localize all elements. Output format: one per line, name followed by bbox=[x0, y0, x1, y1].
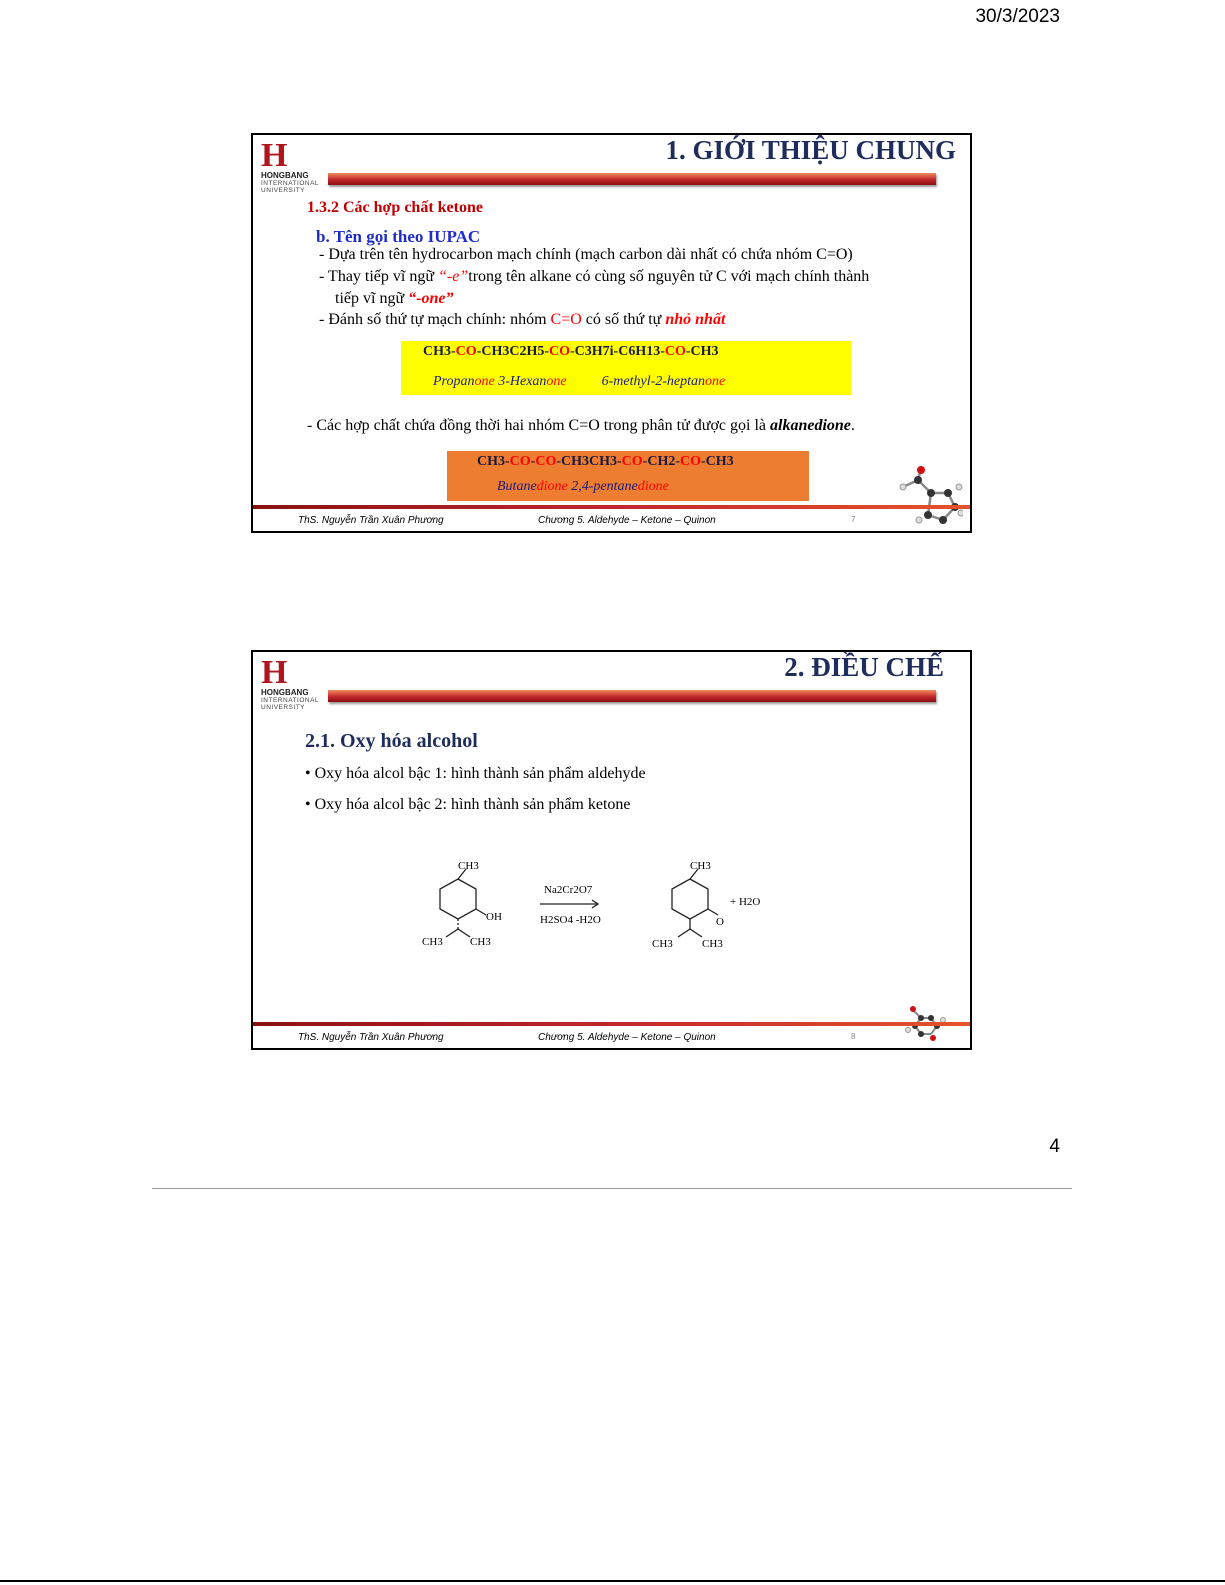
bullet-2-text-2: tiếp vĩ ngữ bbox=[335, 290, 409, 307]
footer-bar bbox=[253, 505, 970, 509]
byproduct-label: + H2O bbox=[730, 896, 761, 908]
reactant-bottom-right-label: CH3 bbox=[470, 936, 491, 948]
logo-line2: INTERNATIONAL bbox=[261, 180, 320, 187]
molecule-icon bbox=[893, 465, 963, 525]
slide-title: 2. ĐIỀU CHẾ bbox=[784, 652, 944, 682]
logo-letter: H bbox=[261, 654, 288, 691]
title-bar bbox=[328, 173, 936, 185]
formula-co: CO bbox=[680, 454, 701, 469]
page-number: 4 bbox=[1049, 1136, 1060, 1157]
name-suffix: one bbox=[474, 374, 495, 389]
formula-co: CO bbox=[509, 454, 531, 469]
smallest-label: nhỏ nhất bbox=[665, 311, 726, 328]
reactant-top-label: CH3 bbox=[458, 860, 479, 872]
logo-line1: HONGBANG bbox=[261, 171, 309, 180]
subsection-heading: b. Tên gọi theo IUPAC bbox=[316, 227, 481, 246]
page-date: 30/3/2023 bbox=[975, 6, 1060, 27]
product-bottom-right-label: CH3 bbox=[702, 938, 723, 950]
reactant-oh-label: OH bbox=[486, 911, 502, 923]
bullet-2-text-cont: trong tên alkane có cùng số nguyên tử C với mạch chính thành bbox=[468, 268, 870, 285]
orange-example-box bbox=[447, 451, 809, 501]
formula-part: CH3- bbox=[477, 454, 510, 469]
formula-co: CO bbox=[535, 454, 557, 469]
footer-author: ThS. Nguyễn Trần Xuân Phương bbox=[298, 515, 444, 526]
formula-part: CH3- bbox=[423, 344, 456, 359]
name-part: 6-methyl-2-heptan bbox=[566, 374, 706, 389]
bullet-1: • Oxy hóa alcol bậc 1: hình thành sản phẩm aldehyde bbox=[305, 765, 646, 782]
yellow-formula bbox=[423, 344, 719, 360]
slide-title: 1. GIỚI THIỆU CHUNG bbox=[665, 135, 956, 165]
yellow-names bbox=[433, 374, 725, 390]
formula-part: -CH2- bbox=[642, 454, 680, 469]
formula-part: -CH3CH3- bbox=[556, 454, 622, 469]
bullet-2-line-2 bbox=[335, 290, 453, 308]
suffix-one: “-one” bbox=[408, 290, 454, 307]
orange-formula bbox=[477, 454, 734, 470]
product-o-label: O bbox=[716, 916, 724, 928]
slide-7 bbox=[251, 133, 972, 533]
reagent-top-label: Na2Cr2O7 bbox=[544, 884, 593, 896]
bullet-4-text: - Các hợp chất chứa đồng thời hai nhóm C=O trong phân tử được gọi là bbox=[307, 417, 770, 434]
formula-co: CO bbox=[621, 454, 643, 469]
formula-part: -CH3C2H5- bbox=[476, 344, 549, 359]
name-suffix: one bbox=[705, 374, 726, 389]
title-bar bbox=[328, 690, 936, 702]
footer-chapter: Chương 5. Aldehyde – Ketone – Quinon bbox=[538, 515, 716, 526]
formula-co: CO bbox=[455, 344, 477, 359]
footer-bar bbox=[253, 1022, 970, 1026]
bullet-1: - Dựa trên tên hydrocarbon mạch chính (mạch carbon dài nhất có chứa nhóm C=O) bbox=[319, 246, 853, 263]
hongbang-logo bbox=[261, 654, 331, 711]
formula-part: -CH3 bbox=[685, 344, 719, 359]
name-suffix: one bbox=[546, 374, 567, 389]
product-bottom-left-label: CH3 bbox=[652, 938, 673, 950]
name-part: Butane bbox=[497, 479, 537, 494]
carbonyl-label: C=O bbox=[550, 311, 582, 328]
name-suffix: dione bbox=[637, 479, 669, 494]
formula-part: -C3H7i-C6H13- bbox=[570, 344, 665, 359]
logo-line1: HONGBANG bbox=[261, 688, 309, 697]
yellow-example-box bbox=[401, 341, 851, 395]
formula-part: -CH3 bbox=[701, 454, 734, 469]
logo-line3: UNIVERSITY bbox=[261, 704, 306, 711]
logo-letter: H bbox=[261, 137, 288, 174]
footer-chapter: Chương 5. Aldehyde – Ketone – Quinon bbox=[538, 1032, 716, 1043]
formula-co: CO bbox=[549, 344, 570, 359]
product-top-label: CH3 bbox=[690, 860, 711, 872]
slide-8 bbox=[251, 650, 972, 1050]
formula-co: CO bbox=[664, 344, 686, 359]
hongbang-logo bbox=[261, 137, 331, 194]
logo-line3: UNIVERSITY bbox=[261, 187, 306, 194]
slide-number: 8 bbox=[851, 1032, 856, 1041]
name-part: Propan bbox=[433, 374, 475, 389]
bullet-2: • Oxy hóa alcol bậc 2: hình thành sản phẩm ketone bbox=[305, 796, 631, 813]
footer-author: ThS. Nguyễn Trần Xuân Phương bbox=[298, 1032, 444, 1043]
oxidation-reaction-diagram bbox=[418, 857, 788, 967]
name-part: 3-Hexan bbox=[494, 374, 547, 389]
bullet-3 bbox=[319, 311, 725, 329]
section-heading: 1.3.2 Các hợp chất ketone bbox=[307, 199, 483, 216]
name-suffix: dione bbox=[536, 479, 568, 494]
bullet-4 bbox=[307, 417, 855, 435]
reagent-bottom-label: H2SO4 -H2O bbox=[540, 914, 601, 926]
slide-number: 7 bbox=[851, 515, 856, 524]
bullet-3-text-cont: có số thứ tự bbox=[581, 311, 666, 328]
bullet-2 bbox=[319, 268, 869, 286]
bullet-4-period: . bbox=[850, 417, 855, 434]
logo-line2: INTERNATIONAL bbox=[261, 697, 320, 704]
bullet-2-text: - Thay tiếp vĩ ngữ bbox=[319, 268, 439, 285]
section-heading: 2.1. Oxy hóa alcohol bbox=[305, 730, 478, 752]
reactant-bottom-left-label: CH3 bbox=[422, 936, 443, 948]
alkanedione-term: alkanedione bbox=[770, 417, 851, 434]
bullet-3-text: - Đánh số thứ tự mạch chính: nhóm bbox=[319, 311, 551, 328]
suffix-e: “-e” bbox=[438, 268, 469, 285]
formula-part: - bbox=[530, 454, 536, 469]
name-part: 2,4-pentane bbox=[567, 479, 638, 494]
bottom-border bbox=[0, 1580, 1225, 1582]
orange-names bbox=[497, 479, 669, 495]
page-divider bbox=[152, 1188, 1072, 1189]
